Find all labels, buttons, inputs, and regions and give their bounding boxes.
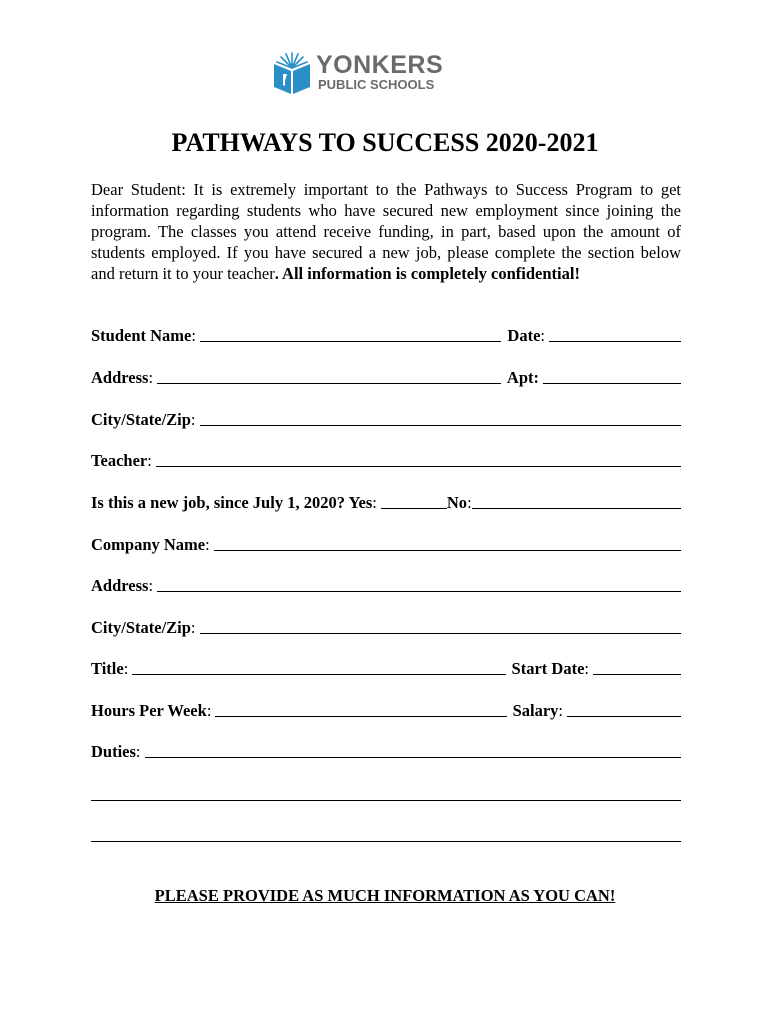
job-title-field[interactable] [132,674,505,675]
colon: : [558,701,563,720]
company-name-label: Company Name [91,535,206,554]
hours-per-week-field[interactable] [215,716,506,717]
colon: : [584,659,589,678]
student-name-field[interactable] [200,341,501,342]
colon: : [123,659,129,678]
page-title: PATHWAYS TO SUCCESS 2020-2021 [171,128,599,157]
duties-label: Duties [91,742,136,761]
date-field[interactable] [549,341,681,342]
salary-field[interactable] [567,716,681,717]
date-label: Date [507,326,541,345]
logo-name: YONKERS [316,51,444,79]
student-name-row [91,324,681,346]
duties-field[interactable] [145,757,681,758]
start-date-label: Start Date [511,659,585,678]
address-label: Address [91,368,149,387]
colon: : [148,576,154,595]
start-date-field[interactable] [593,674,681,675]
apt-field[interactable] [543,383,681,384]
colon: : [540,326,545,345]
company-city-state-zip-label: City/State/Zip [91,618,191,637]
city-state-zip-field[interactable] [200,425,681,426]
duties-line-3[interactable] [91,841,681,842]
colon: : [147,451,152,470]
address-row [91,366,681,388]
colon: : [372,493,377,512]
company-address-field[interactable] [157,591,681,592]
colon: : [205,535,210,554]
company-city-state-zip-field[interactable] [200,633,681,634]
logo-subtitle: PUBLIC SCHOOLS [318,77,435,92]
colon: : [148,368,154,387]
city-state-zip-row [91,408,681,430]
city-state-zip-label: City/State/Zip [91,410,191,429]
new-job-row [91,491,681,513]
colon: : [467,493,472,512]
hours-row [91,699,681,721]
colon: : [206,701,212,720]
duties-row [91,740,681,762]
company-city-state-zip-row [91,616,681,638]
book-sunburst-icon [272,50,312,96]
teacher-row [91,449,681,471]
no-field[interactable] [472,508,681,509]
company-address-label: Address [91,576,149,595]
student-name-label: Student Name [91,326,192,345]
teacher-field[interactable] [156,466,681,467]
new-job-label: Is this a new job, since July 1, 2020? Yes [91,493,373,512]
hours-per-week-label: Hours Per Week [91,701,207,720]
no-label: No [446,493,468,512]
job-title-label: Title [91,659,124,678]
yonkers-logo [272,50,444,98]
company-name-field[interactable] [214,550,681,551]
teacher-label: Teacher [91,451,148,470]
duties-line-2[interactable] [91,800,681,801]
company-name-row [91,533,681,555]
yes-field[interactable] [381,508,447,509]
colon: : [190,410,196,429]
colon: : [190,618,196,637]
intro-bold-text: . All information is completely confidential! [274,264,580,283]
intro-text: Dear Student: It is extremely important to the Pathways to Success Program to get information regarding students who have secured new employment since joining the program. The classes you attend receive funding, in part, based upon the amount of students employed. If you have secured a new job, please complete the section below and return it to your teacher [91,180,681,283]
footer-notice: PLEASE PROVIDE AS MUCH INFORMATION AS YOU CAN! [154,886,616,905]
address-field[interactable] [157,383,501,384]
colon: : [191,326,196,345]
title-row [91,657,681,679]
salary-label: Salary [512,701,559,720]
colon: : [135,742,141,761]
intro-paragraph [91,179,681,284]
company-address-row [91,574,681,596]
apt-label: Apt: [506,368,539,387]
